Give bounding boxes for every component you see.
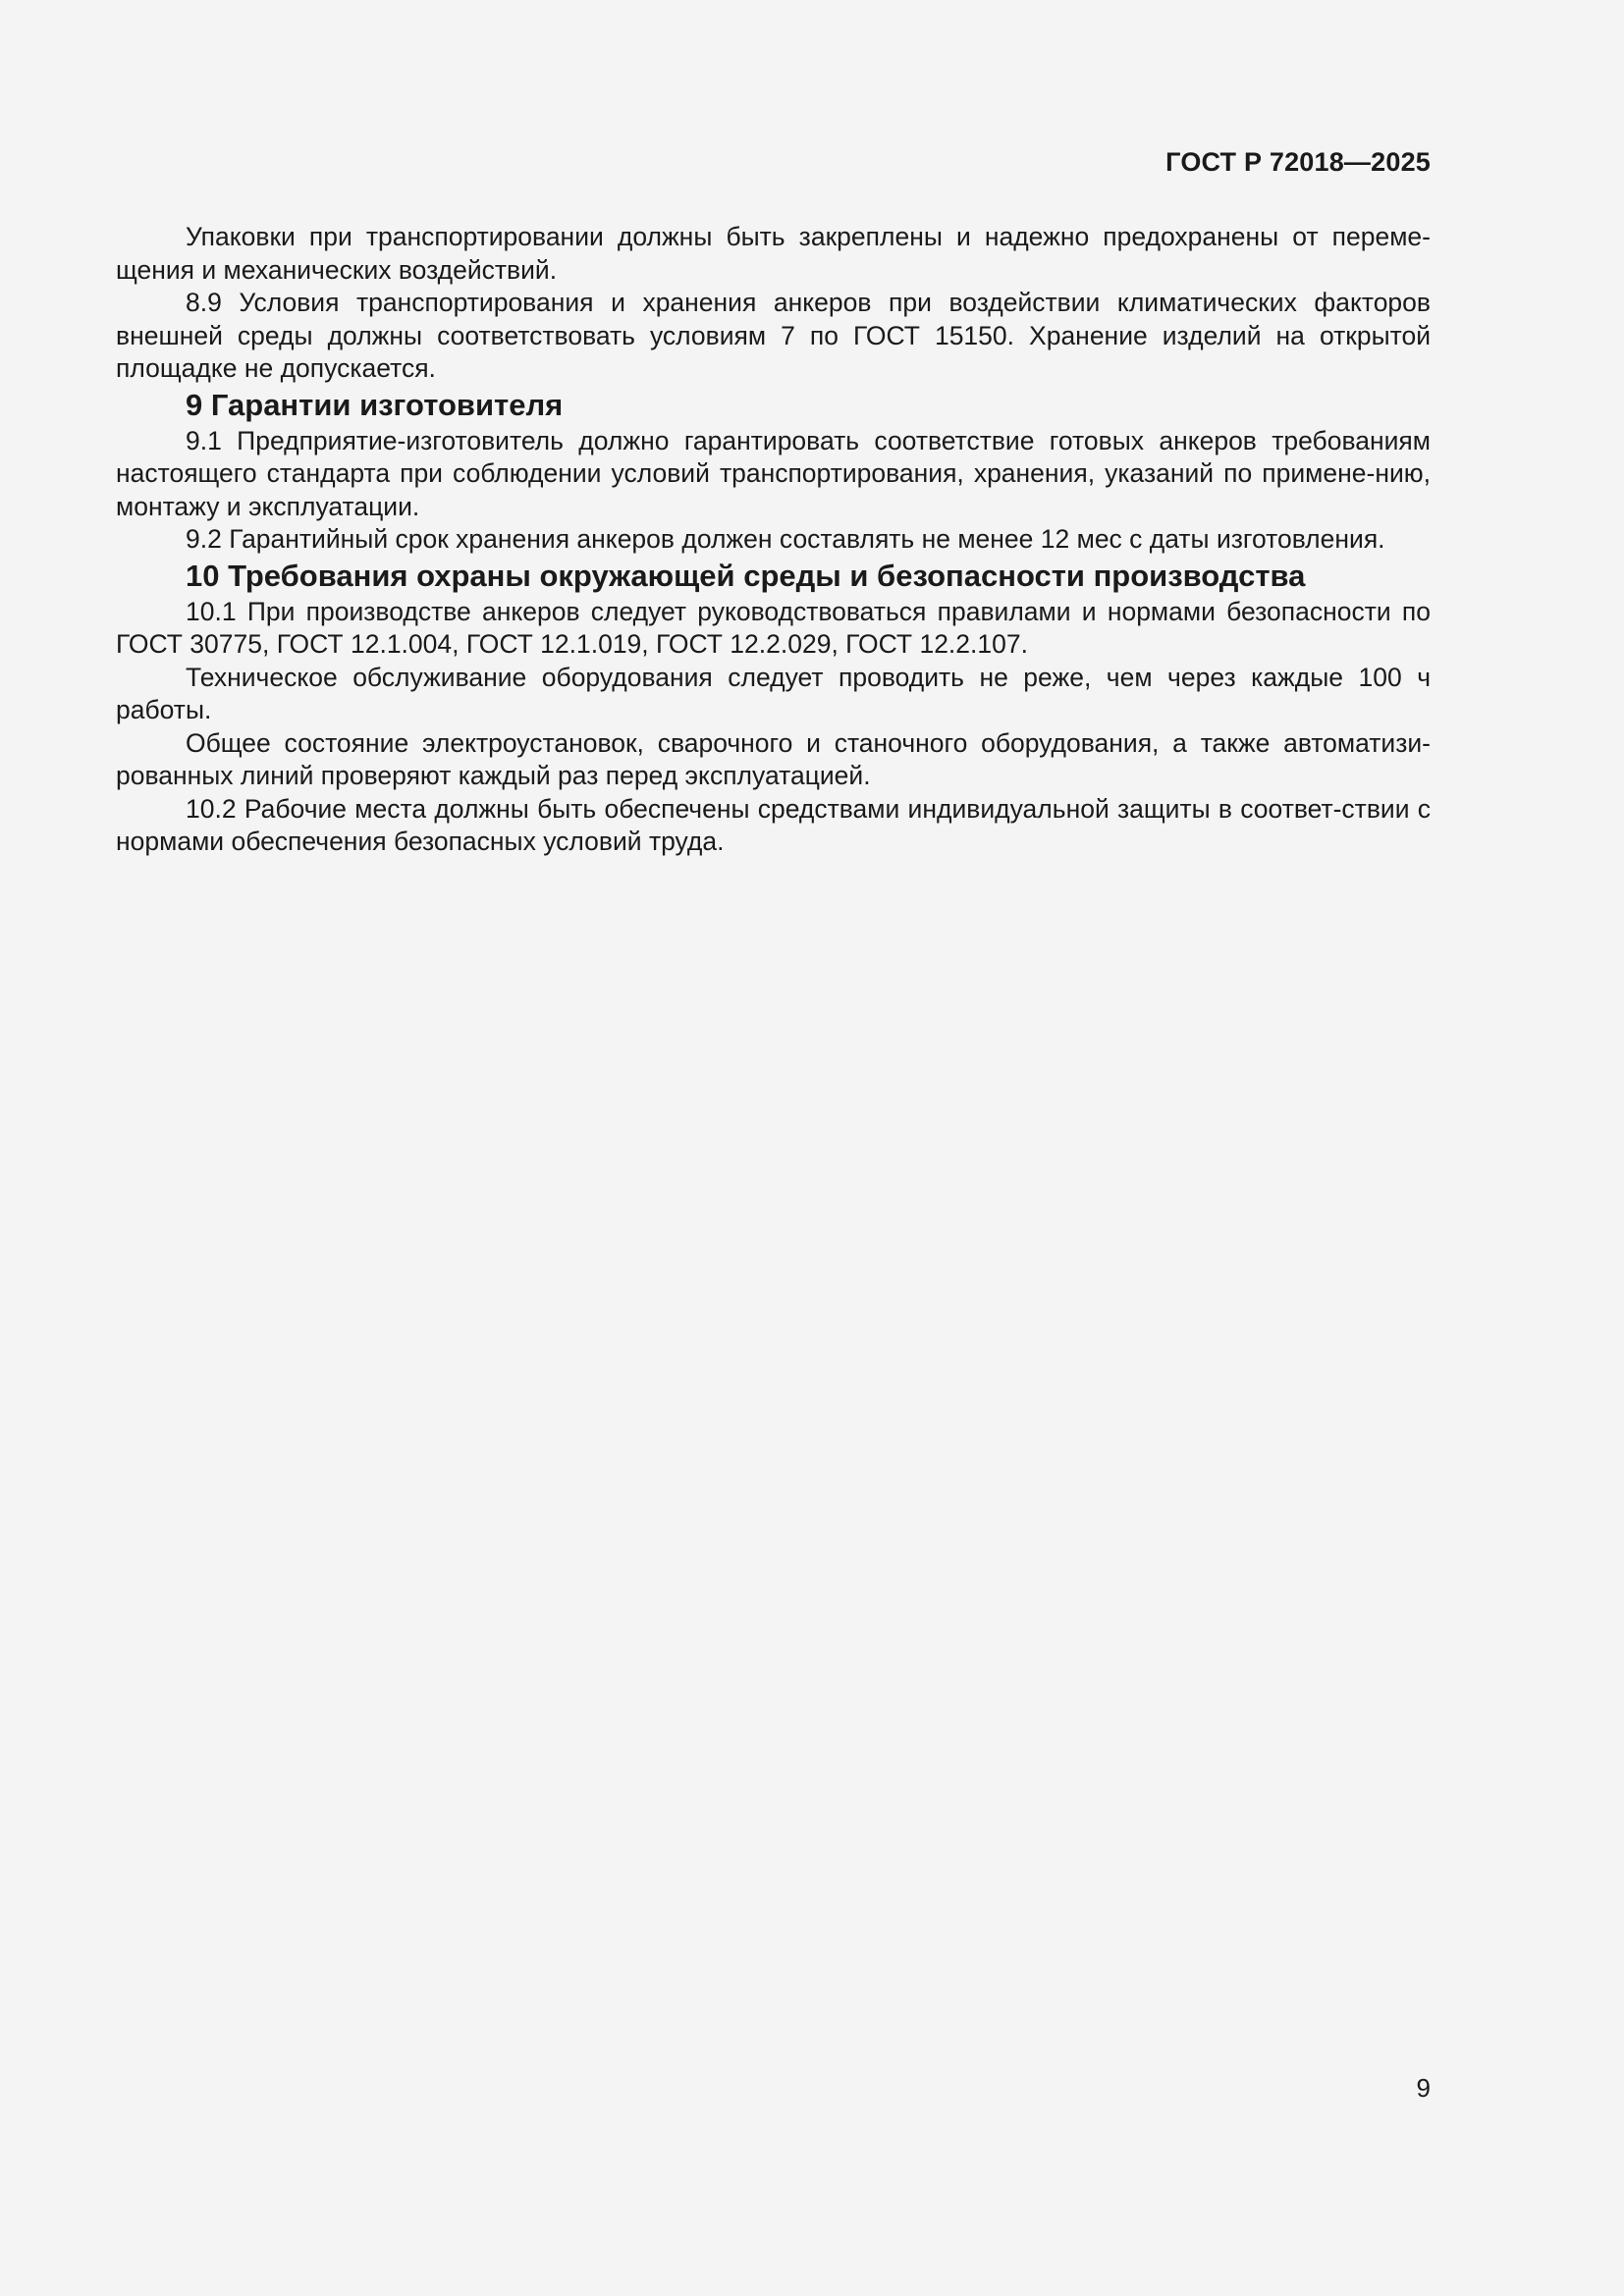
paragraph-8-9: 8.9 Условия транспортирования и хранения анкеров при воздействии климатических факторов внешней среды должны соответствовать условиям 7 по ГОСТ 15150. Хранение изделий на открытой площадке не допускается. (116, 288, 1431, 383)
paragraph-10-2: 10.2 Рабочие места должны быть обеспечены средствами индивидуальной защиты в соответ-ствии с нормами обеспечения безопасных условий труда. (116, 793, 1431, 856)
document-body (116, 221, 1431, 859)
paragraph-10-1: 10.1 При производстве анкеров следует руководствоваться правилами и нормами безопасности по ГОСТ 30775, ГОСТ 12.1.004, ГОСТ 12.1.019, ГОСТ 12.2.029, ГОСТ 12.2.107. (116, 596, 1431, 659)
paragraph-9-1: 9.1 Предприятие-изготовитель должно гарантировать соответствие готовых анкеров требованиям настоящего стандарта при соблюдении условий транспортирования, хранения, указаний по примене-нию, монтажу и эксплуатации. (116, 425, 1431, 521)
document-header-id: ГОСТ Р 72018—2025 (1165, 147, 1431, 177)
paragraph-packaging: Упаковки при транспортировании должны быть закреплены и надежно предохранены от переме-щения и механических воздействий. (116, 222, 1431, 285)
paragraph-equipment-state: Общее состояние электроустановок, сварочного и станочного оборудования, а также автоматизи-рованных линий проверяют каждый раз перед эксплуатацией. (116, 727, 1431, 790)
paragraph-maintenance: Техническое обслуживание оборудования следует проводить не реже, чем через каждые 100 ч работы. (116, 662, 1431, 724)
section-heading-9: 9 Гарантии изготовителя (186, 387, 564, 422)
document-page (116, 0, 1431, 2296)
page-number: 9 (1416, 2073, 1431, 2103)
section-heading-10: 10 Требования охраны окружающей среды и безопасности производства (186, 558, 1306, 593)
paragraph-9-2: 9.2 Гарантийный срок хранения анкеров должен составлять не менее 12 мес с даты изготовления. (186, 524, 1385, 554)
